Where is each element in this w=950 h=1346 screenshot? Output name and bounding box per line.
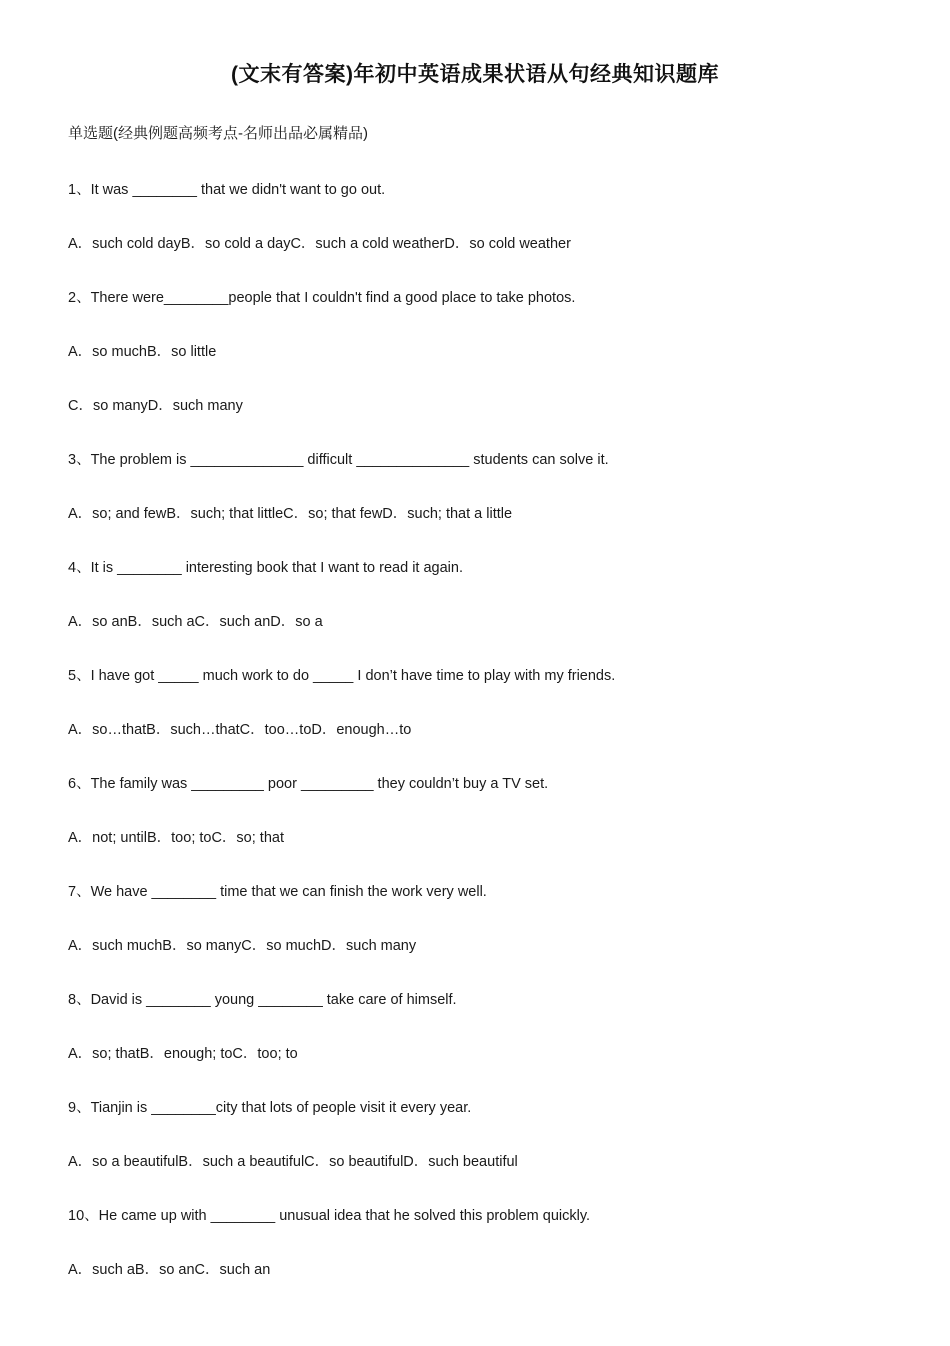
question-1: 1、It was ________ that we didn't want to go out. bbox=[68, 182, 386, 198]
options-3: A．so; and fewB．such; that littleC．so; that fewD．such; that a little bbox=[68, 506, 513, 522]
question-5: 5、I have got _____ much work to do _____ I don’t have time to play with my friends. bbox=[68, 668, 616, 684]
question-2: 2、There were________people that I couldn't find a good place to take photos. bbox=[68, 290, 576, 306]
question-6: 6、The family was _________ poor _________ they couldn’t buy a TV set. bbox=[68, 776, 549, 792]
options-9: A．so a beautifulB．such a beautifulC．so beautifulD．such beautiful bbox=[68, 1154, 518, 1170]
question-8: 8、David is ________ young ________ take care of himself. bbox=[68, 992, 457, 1008]
options-1: A．such cold dayB．so cold a dayC．such a cold weatherD．so cold weather bbox=[68, 236, 571, 252]
section-heading: 单选题(经典例题高频考点-名师出品必属精品) bbox=[68, 125, 368, 142]
question-9: 9、Tianjin is ________city that lots of people visit it every year. bbox=[68, 1100, 472, 1116]
options-6: A．not; untilB．too; toC．so; that bbox=[68, 830, 284, 846]
document-title: (文末有答案)年初中英语成果状语从句经典知识题库 bbox=[231, 63, 719, 86]
options-10: A．such aB．so anC．such an bbox=[68, 1262, 271, 1278]
question-10: 10、He came up with ________ unusual idea that he solved this problem quickly. bbox=[68, 1208, 591, 1224]
question-4: 4、It is ________ interesting book that I want to read it again. bbox=[68, 560, 463, 576]
question-7: 7、We have ________ time that we can finish the work very well. bbox=[68, 884, 487, 900]
question-3: 3、The problem is ______________ difficult ______________ students can solve it. bbox=[68, 452, 609, 468]
options-8: A．so; thatB．enough; toC．too; to bbox=[68, 1046, 298, 1062]
options-2a: A．so muchB．so little bbox=[68, 344, 217, 360]
options-4: A．so anB．such aC．such anD．so a bbox=[68, 614, 323, 630]
options-2b: C．so manyD．such many bbox=[68, 398, 243, 414]
options-7: A．such muchB．so manyC．so muchD．such many bbox=[68, 938, 417, 954]
options-5: A．so…thatB．such…thatC．too…toD．enough…to bbox=[68, 722, 412, 738]
